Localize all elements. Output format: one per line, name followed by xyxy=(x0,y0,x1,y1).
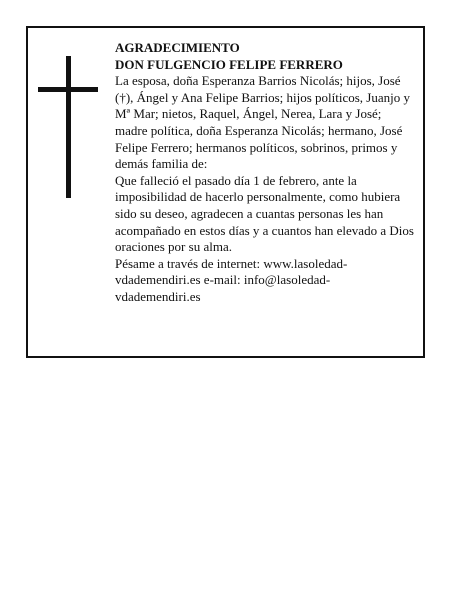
thanks-paragraph: Que falleció el pasado día 1 de febrero, ante la imposibilidad de hacerlo personalmente, como hubiera sido su deseo, agradecen a cuantas personas les han acompañado en estos días y a cuantos han elevado a Dios oraciones por su alma. xyxy=(115,172,414,255)
notice-text xyxy=(115,40,415,306)
contact-paragraph: Pésame a través de internet: www.lasoledad-vdademendiri.es e-mail: info@lasoledad-vdademendiri.es xyxy=(115,255,348,304)
cross-vertical-bar xyxy=(66,56,71,198)
notice-heading: AGRADECIMIENTO xyxy=(115,40,240,55)
family-paragraph: La esposa, doña Esperanza Barrios Nicolás; hijos, José (†), Ángel y Ana Felipe Barrios; hijos políticos, Juanjo y Mª Mar; nietos, Raquel, Ángel, Nerea, Lara y José; madre política, doña Esperanza Nicolás; hermano, José Felipe Ferrero; hermanos políticos, sobrinos, primos y demás familia de: xyxy=(115,73,410,172)
cross-icon xyxy=(38,56,98,198)
cross-horizontal-bar xyxy=(38,87,98,92)
deceased-name: DON FULGENCIO FELIPE FERRERO xyxy=(115,56,343,72)
obituary-notice xyxy=(26,26,425,358)
